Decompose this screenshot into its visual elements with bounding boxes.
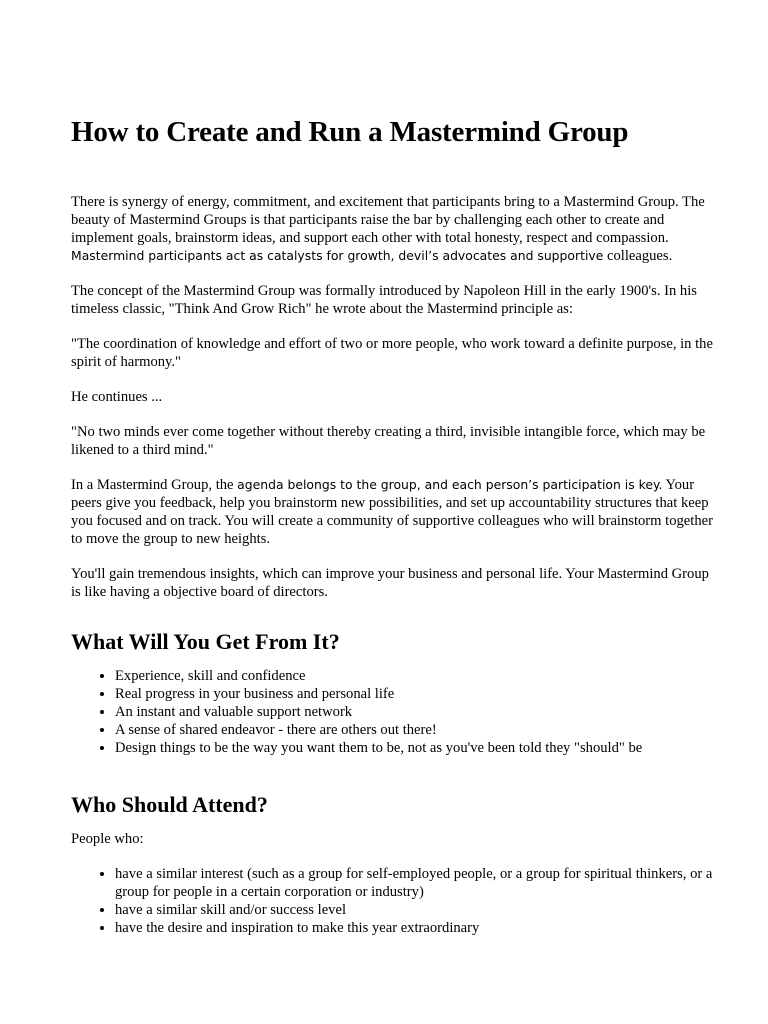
page-title: How to Create and Run a Mastermind Group bbox=[71, 116, 629, 148]
list-item: • have a similar skill and/or success level bbox=[115, 901, 721, 919]
benefits-heading: What Will You Get From It? bbox=[71, 629, 340, 654]
intro-paragraph-continues: He continues ... bbox=[71, 389, 163, 405]
list-item: • have a similar interest (such as a group for self-employed people, or a group for spiritual thinkers, or a group for people in a certain corporation or industry) bbox=[115, 865, 721, 901]
intro-paragraph-6-start: In a Mastermind Group, the bbox=[71, 477, 238, 493]
intro-paragraph-1 bbox=[71, 193, 721, 265]
quote-paragraph-1: "The coordination of knowledge and effort of two or more people, who work toward a definite purpose, in the spirit of harmony." bbox=[71, 336, 713, 370]
intro-paragraph-6-sans-text: agenda belongs to the group, and each person’s participation is key. bbox=[237, 477, 663, 492]
attend-lead: People who: bbox=[71, 831, 144, 847]
attend-heading: Who Should Attend? bbox=[71, 792, 268, 817]
intro-paragraph-6-end: Your peers give you feedback, help you brainstorm new possibilities, and set up accountability structures that keep you focused and on track. You will create a community of supportive colleagues who will brainstorm together to move the group to new heights. bbox=[71, 477, 713, 547]
list-item: • have the desire and inspiration to make this year extraordinary bbox=[115, 919, 721, 937]
benefits-list bbox=[71, 667, 721, 757]
document-page bbox=[71, 112, 721, 937]
intro-paragraph-1-end: colleagues. bbox=[603, 248, 673, 264]
intro-paragraph-6 bbox=[71, 476, 721, 548]
list-item: • Experience, skill and confidence bbox=[115, 667, 721, 685]
list-item: • A sense of shared endeavor - there are others out there! bbox=[115, 721, 721, 739]
intro-paragraph-2: The concept of the Mastermind Group was formally introduced by Napoleon Hill in the early 1900's. In his timeless classic, "Think And Grow Rich" he wrote about the Mastermind principle as: bbox=[71, 283, 697, 317]
list-item: • Design things to be the way you want them to be, not as you've been told they "should" be bbox=[115, 739, 721, 757]
list-item: • An instant and valuable support network bbox=[115, 703, 721, 721]
quote-paragraph-2: "No two minds ever come together without thereby creating a third, invisible intangible force, which may be likened to a third mind." bbox=[71, 424, 706, 458]
intro-paragraph-7: You'll gain tremendous insights, which can improve your business and personal life. Your Mastermind Group is like having a objective board of directors. bbox=[71, 566, 709, 600]
intro-paragraph-1-sans-text: Mastermind participants act as catalysts for growth, devil’s advocates and supportive bbox=[71, 248, 604, 263]
attend-list bbox=[71, 865, 721, 937]
attend-section bbox=[71, 791, 721, 937]
intro-paragraph-1-text: There is synergy of energy, commitment, and excitement that participants bring to a Mastermind Group. The beauty of Mastermind Groups is that participants raise the bar by challenging each other to create and implement goals, brainstorm ideas, and support each other with total honesty, respect and compassion. bbox=[71, 194, 705, 246]
list-item: • Real progress in your business and personal life bbox=[115, 685, 721, 703]
benefits-section bbox=[71, 628, 721, 757]
